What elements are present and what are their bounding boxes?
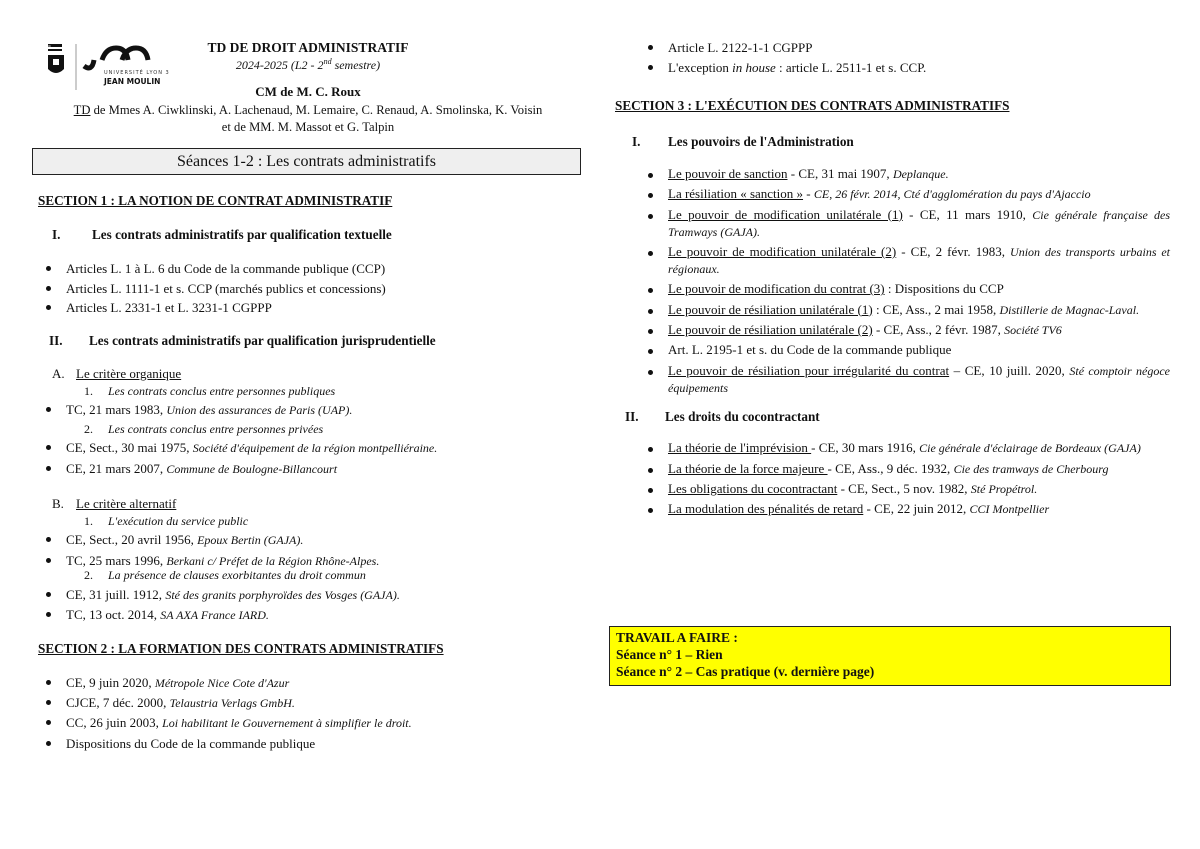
list-item: Le pouvoir de sanction - CE, 31 mai 1907, Deplanque. — [640, 166, 1170, 183]
year-text-a: 2024-2025 (L2 - 2 — [235, 58, 324, 72]
university-logo — [44, 42, 170, 94]
year-sup: nd — [323, 57, 332, 66]
section-3-heading-2 — [615, 409, 1170, 425]
case-list — [38, 585, 586, 625]
subcriterion: 2. Les contrats conclus entre personnes privées — [84, 421, 324, 436]
criterion-label: Le critère organique — [76, 365, 182, 381]
td-line-2: et de MM. M. Massot et G. Talpin — [221, 120, 395, 134]
section-1-heading-2 — [38, 333, 586, 349]
list-item: CE, 31 juill. 1912, Sté des granits porphyroïdes des Vosges (GAJA). — [38, 585, 586, 605]
list-item: CE, Sect., 30 mai 1975, Société d'équipement de la région montpelliéraine. — [38, 438, 586, 458]
td-line-1: de Mmes A. Ciwklinski, A. Lachenaud, M. Lemaire, C. Renaud, A. Smolinska, K. Voisin — [90, 103, 543, 117]
case-list — [38, 530, 586, 570]
list-item: Articles L. 1111-1 et s. CCP (marchés publics et concessions) — [38, 279, 586, 299]
logo-small-text: UNIVERSITÉ LYON 3 — [104, 70, 170, 76]
list-item: La modulation des pénalités de retard - CE, 22 juin 2012, CCI Montpellier — [640, 501, 1170, 518]
section-1-title: SECTION 1 : LA NOTION DE CONTRAT ADMINISTRATIF — [38, 193, 393, 208]
university-logo-icon — [44, 42, 166, 94]
list-item: Le pouvoir de modification unilatérale (1) - CE, 11 mars 1910, Cie générale française des Tramways (GAJA). — [640, 207, 1170, 241]
list-item: Le pouvoir de modification unilatérale (2) - CE, 2 févr. 1983, Union des transports urbains et régionaux. — [640, 244, 1170, 278]
rights-list — [640, 440, 1170, 518]
right-column — [640, 38, 1170, 78]
list-item: TC, 25 mars 1996, Berkani c/ Préfet de la Région Rhône-Alpes. — [38, 551, 586, 571]
list-item: Article L. 2122-1-1 CGPPP — [640, 38, 1170, 58]
list-item: Dispositions du Code de la commande publique — [38, 734, 586, 754]
cm-lecturer: CM de M. C. Roux — [255, 84, 361, 99]
list-item: CE, 9 juin 2020, Métropole Nice Cote d'Azur — [38, 673, 586, 693]
heading-text: Les pouvoirs de l'Administration — [668, 134, 854, 149]
list-item: Le pouvoir de résiliation unilatérale (1) : CE, Ass., 2 mai 1958, Distillerie de Magnac-Laval. — [640, 302, 1170, 319]
heading-text: Les contrats administratifs par qualification textuelle — [92, 227, 392, 242]
list-item: TC, 21 mars 1983, Union des assurances de Paris (UAP). — [38, 400, 586, 420]
subcriterion: 1. L'exécution du service public — [84, 513, 249, 528]
list-item: TC, 13 oct. 2014, SA AXA France IARD. — [38, 605, 586, 625]
section-3-heading-1 — [615, 134, 1170, 150]
list-item: Les obligations du cocontractant - CE, Sect., 5 nov. 1982, Sté Propétrol. — [640, 481, 1170, 498]
list-item: Le pouvoir de résiliation unilatérale (2) - CE, Ass., 2 févr. 1987, Société TV6 — [640, 322, 1170, 339]
criterion-b — [38, 495, 586, 513]
heading-number: II. — [625, 409, 639, 425]
subcriterion: 2. La présence de clauses exorbitantes du droit commun — [84, 567, 366, 582]
academic-year — [170, 57, 446, 73]
td-label: TD — [73, 103, 91, 117]
logo-left-text: UNIVERSITÉ DE LYON — [44, 42, 64, 48]
td-teachers — [34, 102, 582, 136]
session-title: Séances 1-2 : Les contrats administratifs — [176, 153, 437, 170]
case-list — [38, 438, 586, 478]
criterion-letter: A. — [52, 365, 65, 381]
logo-jean-moulin: JEAN MOULIN — [104, 77, 161, 86]
list-item: Le pouvoir de résiliation pour irrégularité du contrat – CE, 10 juill. 2020, Sté comptoir négoce équipements — [640, 363, 1170, 397]
heading-text: Les droits du cocontractant — [665, 409, 820, 425]
right-column-main — [615, 98, 1170, 522]
todo-title: TRAVAIL A FAIRE : — [616, 630, 738, 645]
section-1-heading-1 — [38, 227, 586, 243]
todo-line-2: Séance n° 2 – Cas pratique (v. dernière page) — [616, 664, 875, 679]
heading-text: Les contrats administratifs par qualification jurisprudentielle — [89, 332, 436, 348]
list-item: Le pouvoir de modification du contrat (3) : Dispositions du CCP — [640, 281, 1170, 298]
powers-list — [640, 166, 1170, 396]
todo-box — [609, 626, 1171, 686]
list-item: La résiliation « sanction » - CE, 26 févr. 2014, Cté d'agglomération du pays d'Ajaccio — [640, 186, 1170, 203]
left-column — [38, 193, 586, 754]
section-2-title: SECTION 2 : LA FORMATION DES CONTRATS ADMINISTRATIFS — [38, 640, 444, 656]
case-list — [38, 400, 586, 420]
textual-list — [38, 259, 586, 318]
section-3-title: SECTION 3 : L'EXÉCUTION DES CONTRATS ADMINISTRATIFS — [615, 98, 1010, 113]
doc-title: TD DE DROIT ADMINISTRATIF — [207, 40, 409, 55]
criterion-letter: B. — [52, 495, 64, 511]
heading-number: II. — [49, 332, 63, 348]
formation-list-continued — [640, 38, 1170, 78]
criterion-a — [38, 365, 586, 383]
criterion-label: Le critère alternatif — [76, 495, 177, 511]
list-item: CE, 21 mars 2007, Commune de Boulogne-Billancourt — [38, 459, 586, 479]
list-item: L'exception in house : article L. 2511-1 et s. CCP. — [640, 58, 1170, 78]
subcriterion: 1. Les contrats conclus entre personnes publiques — [84, 383, 336, 398]
heading-number: I. — [52, 227, 61, 242]
heading-number: I. — [632, 134, 641, 149]
list-item: CJCE, 7 déc. 2000, Telaustria Verlags GmbH. — [38, 693, 586, 713]
formation-list — [38, 673, 586, 754]
list-item: Articles L. 2331-1 et L. 3231-1 CGPPP — [38, 298, 586, 318]
list-item: La théorie de l'imprévision - CE, 30 mars 1916, Cie générale d'éclairage de Bordeaux (GAJA) — [640, 440, 1170, 457]
list-item: CE, Sect., 20 avril 1956, Epoux Bertin (GAJA). — [38, 530, 586, 550]
session-title-box — [32, 148, 581, 175]
list-item: Articles L. 1 à L. 6 du Code de la commande publique (CCP) — [38, 259, 586, 279]
list-item: Art. L. 2195-1 et s. du Code de la commande publique — [640, 342, 1170, 359]
year-text-b: semestre) — [331, 58, 381, 72]
list-item: CC, 26 juin 2003, Loi habilitant le Gouvernement à simplifier le droit. — [38, 713, 586, 733]
todo-line-1: Séance n° 1 – Rien — [616, 647, 723, 662]
list-item: La théorie de la force majeure - CE, Ass., 9 déc. 1932, Cie des tramways de Cherbourg — [640, 461, 1170, 478]
